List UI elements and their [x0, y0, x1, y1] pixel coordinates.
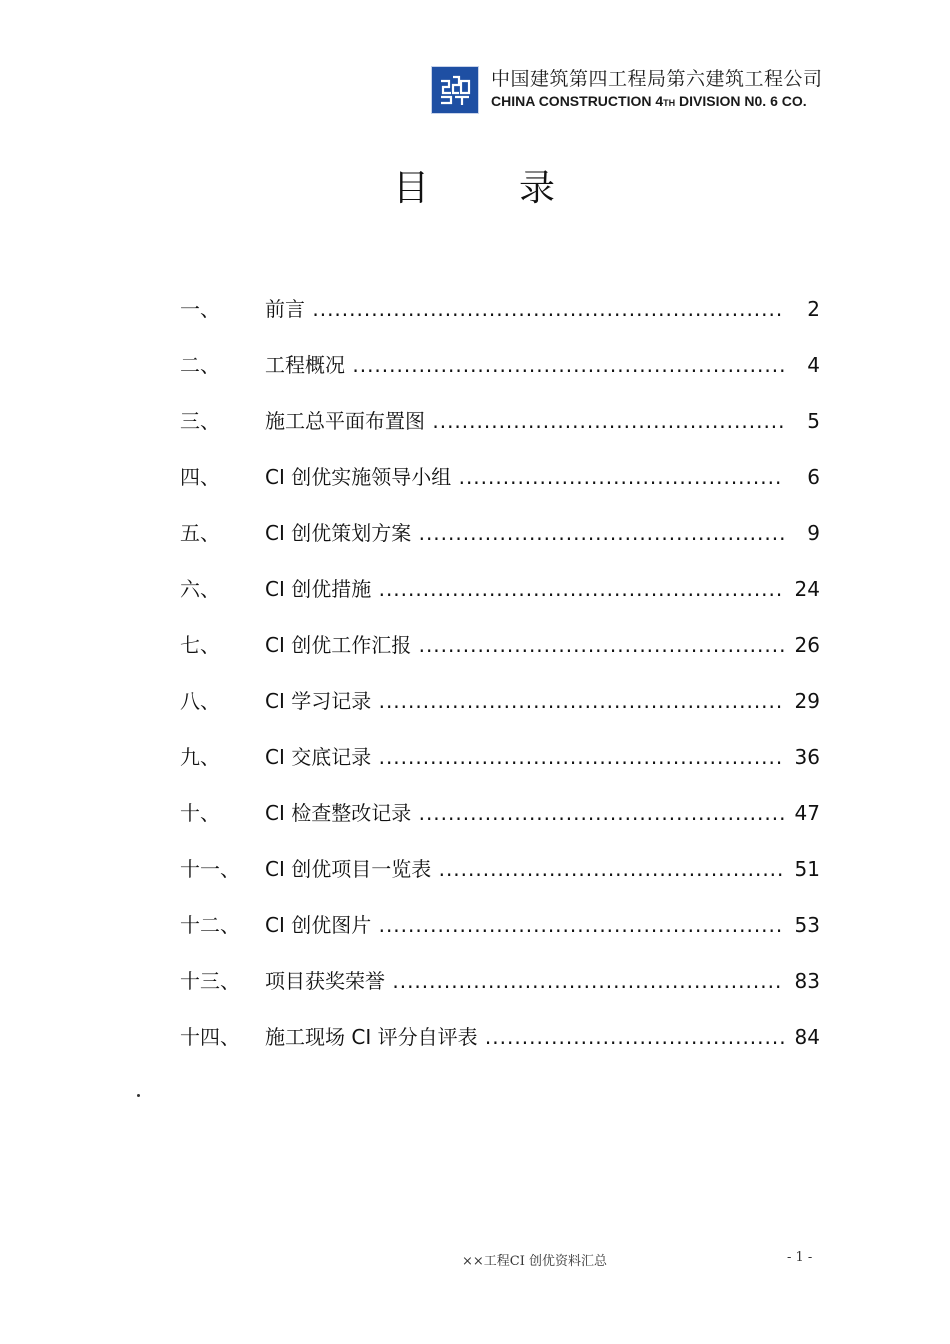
page-header: [431, 66, 823, 114]
toc-number: 二、: [180, 353, 220, 377]
toc-item[interactable]: [180, 679, 820, 735]
toc-title: 施工现场 CI 评分自评表 .....: [265, 1015, 784, 1059]
toc-number: 十三、: [180, 969, 240, 993]
toc-item[interactable]: [180, 567, 820, 623]
toc-page-number: 36: [784, 735, 820, 779]
toc-title: CI 创优实施领导小组 .....: [265, 455, 784, 499]
title-char-right: 录: [519, 168, 558, 209]
toc-item[interactable]: [180, 903, 820, 959]
toc-number: 八、: [180, 689, 220, 713]
toc-title: 工程概况 .....: [265, 343, 784, 387]
toc-number: 九、: [180, 745, 220, 769]
toc-page-number: 2: [784, 287, 820, 331]
toc-page-number: 24: [784, 567, 820, 611]
toc-item[interactable]: [180, 791, 820, 847]
toc-page-number: 29: [784, 679, 820, 723]
toc-title: CI 检查整改记录 .....: [265, 791, 784, 835]
toc-title: CI 学习记录 .....: [265, 679, 784, 723]
toc-item[interactable]: [180, 735, 820, 791]
company-name: [491, 67, 823, 113]
toc-number: 一、: [180, 297, 220, 321]
toc-item[interactable]: [180, 343, 820, 399]
toc-page-number: 9: [784, 511, 820, 555]
footer-page-number: - 1 -: [787, 1250, 813, 1265]
toc-number: 十一、: [180, 857, 240, 881]
toc-number: 七、: [180, 633, 220, 657]
toc-number: 十、: [180, 801, 220, 825]
title-char-left: 目: [392, 168, 431, 209]
toc-item[interactable]: [180, 399, 820, 455]
toc-item[interactable]: [180, 959, 820, 1015]
toc-title: CI 交底记录 .....: [265, 735, 784, 779]
toc-title: 项目获奖荣誉 .....: [265, 959, 784, 1003]
toc-page-number: 26: [784, 623, 820, 667]
toc-number: 三、: [180, 409, 220, 433]
toc-page-number: 4: [784, 343, 820, 387]
toc-item[interactable]: [180, 287, 820, 343]
page-title: [0, 160, 950, 211]
company-name-chinese: 中国建筑第四工程局第六建筑工程公司: [491, 68, 823, 90]
toc-item[interactable]: [180, 511, 820, 567]
toc-number: 四、: [180, 465, 220, 489]
stray-dot-mark: [137, 1094, 140, 1097]
toc-title: CI 创优项目一览表 .....: [265, 847, 784, 891]
toc-page-number: 84: [784, 1015, 820, 1059]
toc-page-number: 6: [784, 455, 820, 499]
toc-title: CI 创优策划方案 .....: [265, 511, 784, 555]
toc-item[interactable]: [180, 1015, 820, 1071]
toc-number: 十二、: [180, 913, 240, 937]
cscec-logo-icon: [431, 66, 479, 114]
toc-number: 十四、: [180, 1025, 240, 1049]
toc-item[interactable]: [180, 455, 820, 511]
toc-title: 前言 .....: [265, 287, 784, 331]
toc-number: 五、: [180, 521, 220, 545]
footer-document-title: ××工程CI 创优资料汇总: [462, 1254, 607, 1269]
toc-title: CI 创优工作汇报 .....: [265, 623, 784, 667]
toc-item[interactable]: [180, 623, 820, 679]
toc-item[interactable]: [180, 847, 820, 903]
toc-title: CI 创优图片 .....: [265, 903, 784, 947]
toc-page-number: 5: [784, 399, 820, 443]
toc-page-number: 51: [784, 847, 820, 891]
toc-number: 六、: [180, 577, 220, 601]
toc-title: CI 创优措施 .....: [265, 567, 784, 611]
toc-page-number: 47: [784, 791, 820, 835]
table-of-contents: [180, 287, 820, 1071]
toc-title: 施工总平面布置图 .....: [265, 399, 784, 443]
toc-page-number: 83: [784, 959, 820, 1003]
toc-page-number: 53: [784, 903, 820, 947]
company-name-english: CHINA CONSTRUCTION 4TH DIVISION N0. 6 CO.: [491, 93, 807, 109]
